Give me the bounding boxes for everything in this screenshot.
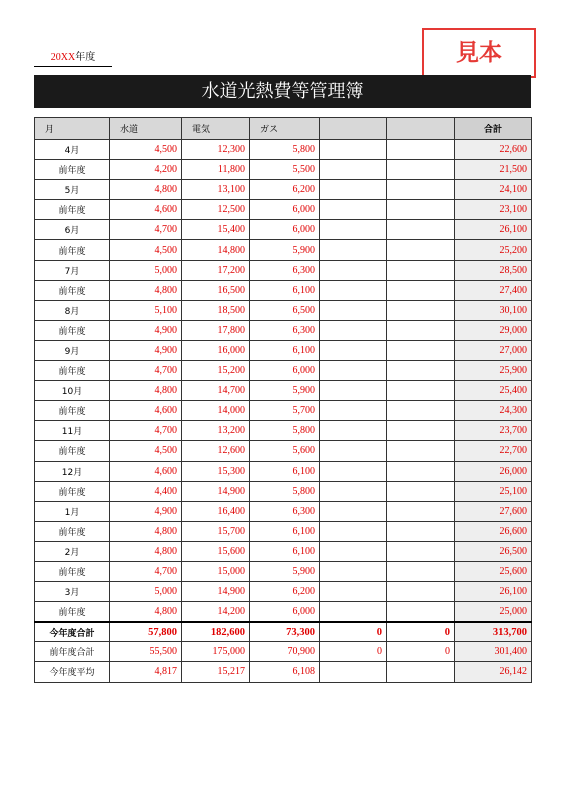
row-label: 6月 [35, 220, 110, 240]
total-cell: 27,600 [455, 501, 532, 521]
row-label: 3月 [35, 582, 110, 602]
total-cell: 25,600 [455, 561, 532, 581]
blank-cell-2[interactable] [387, 481, 455, 501]
table-row [35, 541, 532, 561]
blank-cell-1[interactable] [320, 561, 387, 581]
utility-cost-table [34, 117, 532, 683]
gas-cell[interactable]: 6,100 [250, 521, 320, 541]
column-header-gas: ガス [250, 118, 320, 140]
blank-cell-2[interactable] [387, 461, 455, 481]
gas-cell[interactable]: 5,800 [250, 421, 320, 441]
row-label: 前年度 [35, 481, 110, 501]
gas-cell[interactable]: 5,700 [250, 401, 320, 421]
row-label: 5月 [35, 180, 110, 200]
water-cell[interactable]: 5,100 [110, 300, 182, 320]
gas-cell[interactable]: 73,300 [250, 622, 320, 642]
electric-cell[interactable]: 182,600 [182, 622, 250, 642]
column-header-total: 合計 [455, 118, 532, 140]
total-cell: 26,000 [455, 461, 532, 481]
total-cell: 313,700 [455, 622, 532, 642]
blank-cell-2[interactable] [387, 421, 455, 441]
page-title: 水道光熱費等管理簿 [34, 75, 531, 108]
electric-cell[interactable]: 14,200 [182, 602, 250, 622]
blank-cell-2[interactable] [387, 521, 455, 541]
blank-cell-1[interactable] [320, 140, 387, 160]
table-row [35, 220, 532, 240]
blank-cell-1[interactable] [320, 381, 387, 401]
table-row [35, 501, 532, 521]
water-cell[interactable]: 4,700 [110, 361, 182, 381]
blank-cell-1[interactable] [320, 401, 387, 421]
column-header-blank-2[interactable] [387, 118, 455, 140]
electric-cell[interactable]: 13,200 [182, 421, 250, 441]
blank-cell-2[interactable] [387, 561, 455, 581]
row-label: 前年度 [35, 240, 110, 260]
table-row [35, 602, 532, 622]
blank-cell-1[interactable] [320, 160, 387, 180]
total-cell: 26,500 [455, 541, 532, 561]
blank-cell-1[interactable]: 0 [320, 642, 387, 662]
water-cell[interactable]: 4,800 [110, 180, 182, 200]
gas-cell[interactable]: 6,100 [250, 541, 320, 561]
total-cell: 22,600 [455, 140, 532, 160]
electric-cell[interactable]: 12,500 [182, 200, 250, 220]
water-cell[interactable]: 4,800 [110, 381, 182, 401]
total-cell: 28,500 [455, 260, 532, 280]
row-label: 1月 [35, 501, 110, 521]
total-cell: 27,400 [455, 280, 532, 300]
row-label: 2月 [35, 541, 110, 561]
blank-cell-1[interactable] [320, 240, 387, 260]
row-label: 9月 [35, 340, 110, 360]
water-cell[interactable]: 4,600 [110, 401, 182, 421]
blank-cell-2[interactable] [387, 160, 455, 180]
blank-cell-1[interactable] [320, 461, 387, 481]
blank-cell-1[interactable] [320, 320, 387, 340]
row-label: 前年度 [35, 602, 110, 622]
blank-cell-2[interactable] [387, 582, 455, 602]
blank-cell-2[interactable] [387, 320, 455, 340]
total-cell: 25,900 [455, 361, 532, 381]
total-cell: 25,400 [455, 381, 532, 401]
water-cell[interactable]: 4,800 [110, 280, 182, 300]
summary-row [35, 642, 532, 662]
table-row [35, 240, 532, 260]
electric-cell[interactable]: 15,217 [182, 662, 250, 682]
water-cell[interactable]: 4,500 [110, 240, 182, 260]
water-cell[interactable]: 4,800 [110, 541, 182, 561]
row-label: 前年度 [35, 561, 110, 581]
table-row [35, 160, 532, 180]
blank-cell-1[interactable] [320, 361, 387, 381]
gas-cell[interactable]: 5,900 [250, 561, 320, 581]
table-row [35, 582, 532, 602]
electric-cell[interactable]: 14,700 [182, 381, 250, 401]
blank-cell-2[interactable] [387, 501, 455, 521]
blank-cell-2[interactable] [387, 140, 455, 160]
blank-cell-1[interactable] [320, 220, 387, 240]
gas-cell[interactable]: 5,500 [250, 160, 320, 180]
blank-cell-2[interactable] [387, 220, 455, 240]
water-cell[interactable]: 4,600 [110, 200, 182, 220]
gas-cell[interactable]: 6,500 [250, 300, 320, 320]
electric-cell[interactable]: 15,700 [182, 521, 250, 541]
row-label: 12月 [35, 461, 110, 481]
electric-cell[interactable]: 12,300 [182, 140, 250, 160]
total-cell: 29,000 [455, 320, 532, 340]
summary-row [35, 622, 532, 642]
sample-stamp: 見本 [422, 28, 536, 78]
total-cell: 23,700 [455, 421, 532, 441]
blank-cell-2[interactable]: 0 [387, 622, 455, 642]
total-cell: 26,142 [455, 662, 532, 682]
electric-cell[interactable]: 12,600 [182, 441, 250, 461]
table-row [35, 421, 532, 441]
total-cell: 27,000 [455, 340, 532, 360]
blank-cell-1[interactable] [320, 602, 387, 622]
water-cell[interactable]: 55,500 [110, 642, 182, 662]
gas-cell[interactable]: 70,900 [250, 642, 320, 662]
electric-cell[interactable]: 13,100 [182, 180, 250, 200]
table-row [35, 441, 532, 461]
water-cell[interactable]: 4,800 [110, 602, 182, 622]
electric-cell[interactable]: 14,800 [182, 240, 250, 260]
water-cell[interactable]: 4,900 [110, 501, 182, 521]
table-row [35, 361, 532, 381]
electric-cell[interactable]: 18,500 [182, 300, 250, 320]
water-cell[interactable]: 4,400 [110, 481, 182, 501]
blank-cell-1[interactable] [320, 441, 387, 461]
row-label: 11月 [35, 421, 110, 441]
row-label: 前年度 [35, 280, 110, 300]
electric-cell[interactable]: 14,900 [182, 481, 250, 501]
gas-cell[interactable]: 5,900 [250, 381, 320, 401]
table-row [35, 320, 532, 340]
column-header-water: 水道 [110, 118, 182, 140]
row-label: 前年度 [35, 441, 110, 461]
row-label: 前年度 [35, 401, 110, 421]
blank-cell-1[interactable] [320, 421, 387, 441]
blank-cell-2[interactable] [387, 260, 455, 280]
table-row [35, 200, 532, 220]
electric-cell[interactable]: 11,800 [182, 160, 250, 180]
total-cell: 26,100 [455, 582, 532, 602]
water-cell[interactable]: 4,500 [110, 441, 182, 461]
table-row [35, 401, 532, 421]
blank-cell-2[interactable] [387, 381, 455, 401]
gas-cell[interactable]: 6,100 [250, 340, 320, 360]
row-label: 10月 [35, 381, 110, 401]
blank-cell-1[interactable] [320, 300, 387, 320]
blank-cell-2[interactable] [387, 401, 455, 421]
blank-cell-2[interactable] [387, 361, 455, 381]
row-label: 前年度 [35, 521, 110, 541]
row-label: 前年度 [35, 200, 110, 220]
electric-cell[interactable]: 15,000 [182, 561, 250, 581]
gas-cell[interactable]: 6,000 [250, 220, 320, 240]
total-cell: 22,700 [455, 441, 532, 461]
water-cell[interactable]: 4,900 [110, 340, 182, 360]
row-label: 前年度 [35, 160, 110, 180]
blank-cell-2[interactable] [387, 200, 455, 220]
electric-cell[interactable]: 15,200 [182, 361, 250, 381]
blank-cell-1[interactable] [320, 340, 387, 360]
blank-cell-2[interactable]: 0 [387, 642, 455, 662]
column-header-blank-1[interactable] [320, 118, 387, 140]
water-cell[interactable]: 5,000 [110, 260, 182, 280]
water-cell[interactable]: 4,800 [110, 521, 182, 541]
row-label: 今年度平均 [35, 662, 110, 682]
blank-cell-1[interactable] [320, 180, 387, 200]
row-label: 8月 [35, 300, 110, 320]
table-row [35, 180, 532, 200]
row-label: 前年度 [35, 361, 110, 381]
row-label: 4月 [35, 140, 110, 160]
electric-cell[interactable]: 17,200 [182, 260, 250, 280]
water-cell[interactable]: 4,817 [110, 662, 182, 682]
blank-cell-1[interactable] [320, 260, 387, 280]
fiscal-year-label[interactable] [34, 49, 112, 67]
blank-cell-2[interactable] [387, 180, 455, 200]
blank-cell-2[interactable] [387, 340, 455, 360]
blank-cell-1[interactable] [320, 501, 387, 521]
blank-cell-1[interactable] [320, 541, 387, 561]
electric-cell[interactable]: 15,300 [182, 461, 250, 481]
fiscal-year-value: 20XX [50, 52, 76, 63]
table-row [35, 300, 532, 320]
water-cell[interactable]: 57,800 [110, 622, 182, 642]
water-cell[interactable]: 4,500 [110, 140, 182, 160]
blank-cell-2[interactable] [387, 541, 455, 561]
water-cell[interactable]: 5,000 [110, 582, 182, 602]
blank-cell-1[interactable] [320, 582, 387, 602]
blank-cell-2[interactable] [387, 662, 455, 682]
water-cell[interactable]: 4,700 [110, 421, 182, 441]
table-row [35, 461, 532, 481]
gas-cell[interactable]: 5,600 [250, 441, 320, 461]
blank-cell-2[interactable] [387, 300, 455, 320]
gas-cell[interactable]: 6,200 [250, 180, 320, 200]
column-header-month: 月 [35, 118, 110, 140]
electric-cell[interactable]: 16,500 [182, 280, 250, 300]
summary-row [35, 662, 532, 682]
water-cell[interactable]: 4,200 [110, 160, 182, 180]
electric-cell[interactable]: 17,800 [182, 320, 250, 340]
table-row [35, 340, 532, 360]
total-cell: 26,100 [455, 220, 532, 240]
blank-cell-1[interactable]: 0 [320, 622, 387, 642]
table-row [35, 280, 532, 300]
gas-cell[interactable]: 6,108 [250, 662, 320, 682]
total-cell: 30,100 [455, 300, 532, 320]
gas-cell[interactable]: 6,300 [250, 501, 320, 521]
electric-cell[interactable]: 15,400 [182, 220, 250, 240]
total-cell: 25,000 [455, 602, 532, 622]
total-cell: 25,200 [455, 240, 532, 260]
electric-cell[interactable]: 16,400 [182, 501, 250, 521]
total-cell: 24,100 [455, 180, 532, 200]
table-row [35, 561, 532, 581]
water-cell[interactable]: 4,700 [110, 220, 182, 240]
gas-cell[interactable]: 5,900 [250, 240, 320, 260]
row-label: 今年度合計 [35, 622, 110, 642]
blank-cell-2[interactable] [387, 602, 455, 622]
gas-cell[interactable]: 6,200 [250, 582, 320, 602]
total-cell: 25,100 [455, 481, 532, 501]
row-label: 前年度合計 [35, 642, 110, 662]
column-header-electric: 電気 [182, 118, 250, 140]
electric-cell[interactable]: 14,000 [182, 401, 250, 421]
row-label: 7月 [35, 260, 110, 280]
gas-cell[interactable]: 6,100 [250, 280, 320, 300]
electric-cell[interactable]: 175,000 [182, 642, 250, 662]
water-cell[interactable]: 4,700 [110, 561, 182, 581]
electric-cell[interactable]: 14,900 [182, 582, 250, 602]
fiscal-year-suffix: 年度 [75, 52, 96, 63]
table-row [35, 260, 532, 280]
gas-cell[interactable]: 6,300 [250, 260, 320, 280]
blank-cell-1[interactable] [320, 662, 387, 682]
gas-cell[interactable]: 6,000 [250, 602, 320, 622]
total-cell: 301,400 [455, 642, 532, 662]
electric-cell[interactable]: 16,000 [182, 340, 250, 360]
blank-cell-2[interactable] [387, 280, 455, 300]
total-cell: 26,600 [455, 521, 532, 541]
blank-cell-1[interactable] [320, 280, 387, 300]
blank-cell-1[interactable] [320, 521, 387, 541]
blank-cell-2[interactable] [387, 240, 455, 260]
table-row [35, 140, 532, 160]
water-cell[interactable]: 4,600 [110, 461, 182, 481]
row-label: 前年度 [35, 320, 110, 340]
total-cell: 21,500 [455, 160, 532, 180]
gas-cell[interactable]: 5,800 [250, 140, 320, 160]
table-row [35, 521, 532, 541]
gas-cell[interactable]: 5,800 [250, 481, 320, 501]
electric-cell[interactable]: 15,600 [182, 541, 250, 561]
total-cell: 23,100 [455, 200, 532, 220]
table-row [35, 381, 532, 401]
table-row [35, 481, 532, 501]
water-cell[interactable]: 4,900 [110, 320, 182, 340]
blank-cell-1[interactable] [320, 200, 387, 220]
blank-cell-1[interactable] [320, 481, 387, 501]
gas-cell[interactable]: 6,000 [250, 200, 320, 220]
total-cell: 24,300 [455, 401, 532, 421]
table-header-row [35, 118, 532, 140]
blank-cell-2[interactable] [387, 441, 455, 461]
gas-cell[interactable]: 6,000 [250, 361, 320, 381]
gas-cell[interactable]: 6,100 [250, 461, 320, 481]
gas-cell[interactable]: 6,300 [250, 320, 320, 340]
